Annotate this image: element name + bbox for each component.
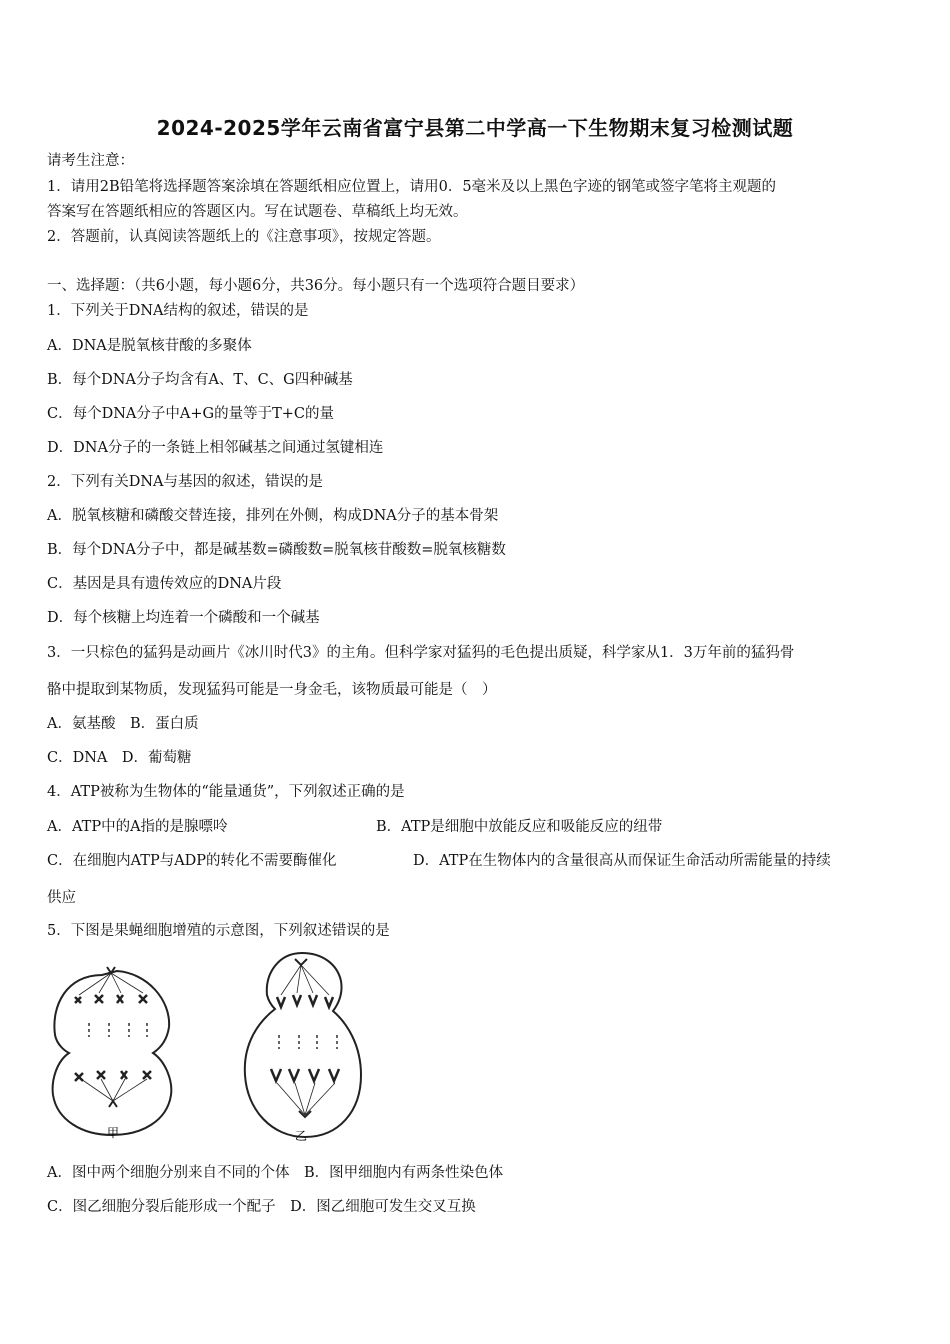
question-4-option-d: D．ATP在生物体内的含量很高从而保证生命活动所需能量的持续: [413, 853, 831, 869]
question-4-stem: 4．ATP被称为生物体的“能量通货”，下列叙述正确的是: [47, 784, 405, 800]
question-4-option-a: A．ATP中的A指的是腺嘌呤: [47, 819, 228, 835]
question-3-stem-line-2: 骼中提取到某物质，发现猛犸可能是一身金毛，该物质最可能是（ ）: [47, 682, 497, 698]
question-4-option-b: B．ATP是细胞中放能反应和吸能反应的纽带: [376, 819, 663, 835]
question-5-options-ab: A．图中两个细胞分别来自不同的个体 B．图甲细胞内有两条性染色体: [47, 1165, 504, 1181]
notice-heading: 请考生注意：: [47, 153, 134, 169]
question-5-stem: 5．下图是果蝇细胞增殖的示意图，下列叙述错误的是: [47, 923, 390, 939]
notice-line-2: 答案写在答题纸相应的答题区内。写在试题卷、草稿纸上均无效。: [47, 204, 468, 220]
question-2-stem: 2．下列有关DNA与基因的叙述，错误的是: [47, 474, 324, 490]
question-3-options-cd: C．DNA D．葡萄糖: [47, 750, 192, 766]
cell-yi-drawing: [245, 953, 361, 1137]
question-4-option-d-cont: 供应: [47, 890, 76, 906]
figure-label-jia: 甲: [107, 1126, 120, 1140]
page-title: 2024-2025学年云南省富宁县第二中学高一下生物期末复习检测试题: [156, 116, 794, 140]
question-2-option-a: A．脱氧核糖和磷酸交替连接，排列在外侧，构成DNA分子的基本骨架: [47, 508, 499, 524]
question-1-option-c: C．每个DNA分子中A+G的量等于T+C的量: [47, 406, 334, 422]
question-5-options-cd: C．图乙细胞分裂后能形成一个配子 D．图乙细胞可发生交叉互换: [47, 1199, 476, 1215]
cell-jia-drawing: [53, 967, 172, 1135]
question-1-stem: 1．下列关于DNA结构的叙述，错误的是: [47, 303, 309, 319]
question-2-option-d: D．每个核糖上均连着一个磷酸和一个碱基: [47, 610, 320, 626]
question-3-options-ab: A．氨基酸 B．蛋白质: [47, 716, 199, 732]
question-2-option-b: B．每个DNA分子中，都是碱基数=磷酸数=脱氧核苷酸数=脱氧核糖数: [47, 542, 506, 558]
question-1-option-a: A．DNA是脱氧核苷酸的多聚体: [47, 338, 252, 354]
question-2-option-c: C．基因是具有遗传效应的DNA片段: [47, 576, 282, 592]
question-4-option-c: C．在细胞内ATP与ADP的转化不需要酶催化: [47, 853, 337, 869]
figure-label-yi: 乙: [295, 1129, 308, 1143]
question-3-stem-line-1: 3．一只棕色的猛犸是动画片《冰川时代3》的主角。但科学家对猛犸的毛色提出质疑，科学家从1．3万年前的猛犸骨: [47, 645, 795, 661]
question-1-option-b: B．每个DNA分子均含有A、T、C、G四种碱基: [47, 372, 353, 388]
notice-line-3: 2．答题前，认真阅读答题纸上的《注意事项》，按规定答题。: [47, 229, 441, 245]
question-1-option-d: D．DNA分子的一条链上相邻碱基之间通过氢键相连: [47, 440, 384, 456]
notice-line-1: 1．请用2B铅笔将选择题答案涂填在答题纸相应位置上，请用0．5毫米及以上黑色字迹的钢笔或签字笔将主观题的: [47, 179, 777, 195]
cell-division-figure: [47, 945, 377, 1155]
section-heading: 一、选择题：（共6小题，每小题6分，共36分。每小题只有一个选项符合题目要求）: [47, 278, 585, 294]
